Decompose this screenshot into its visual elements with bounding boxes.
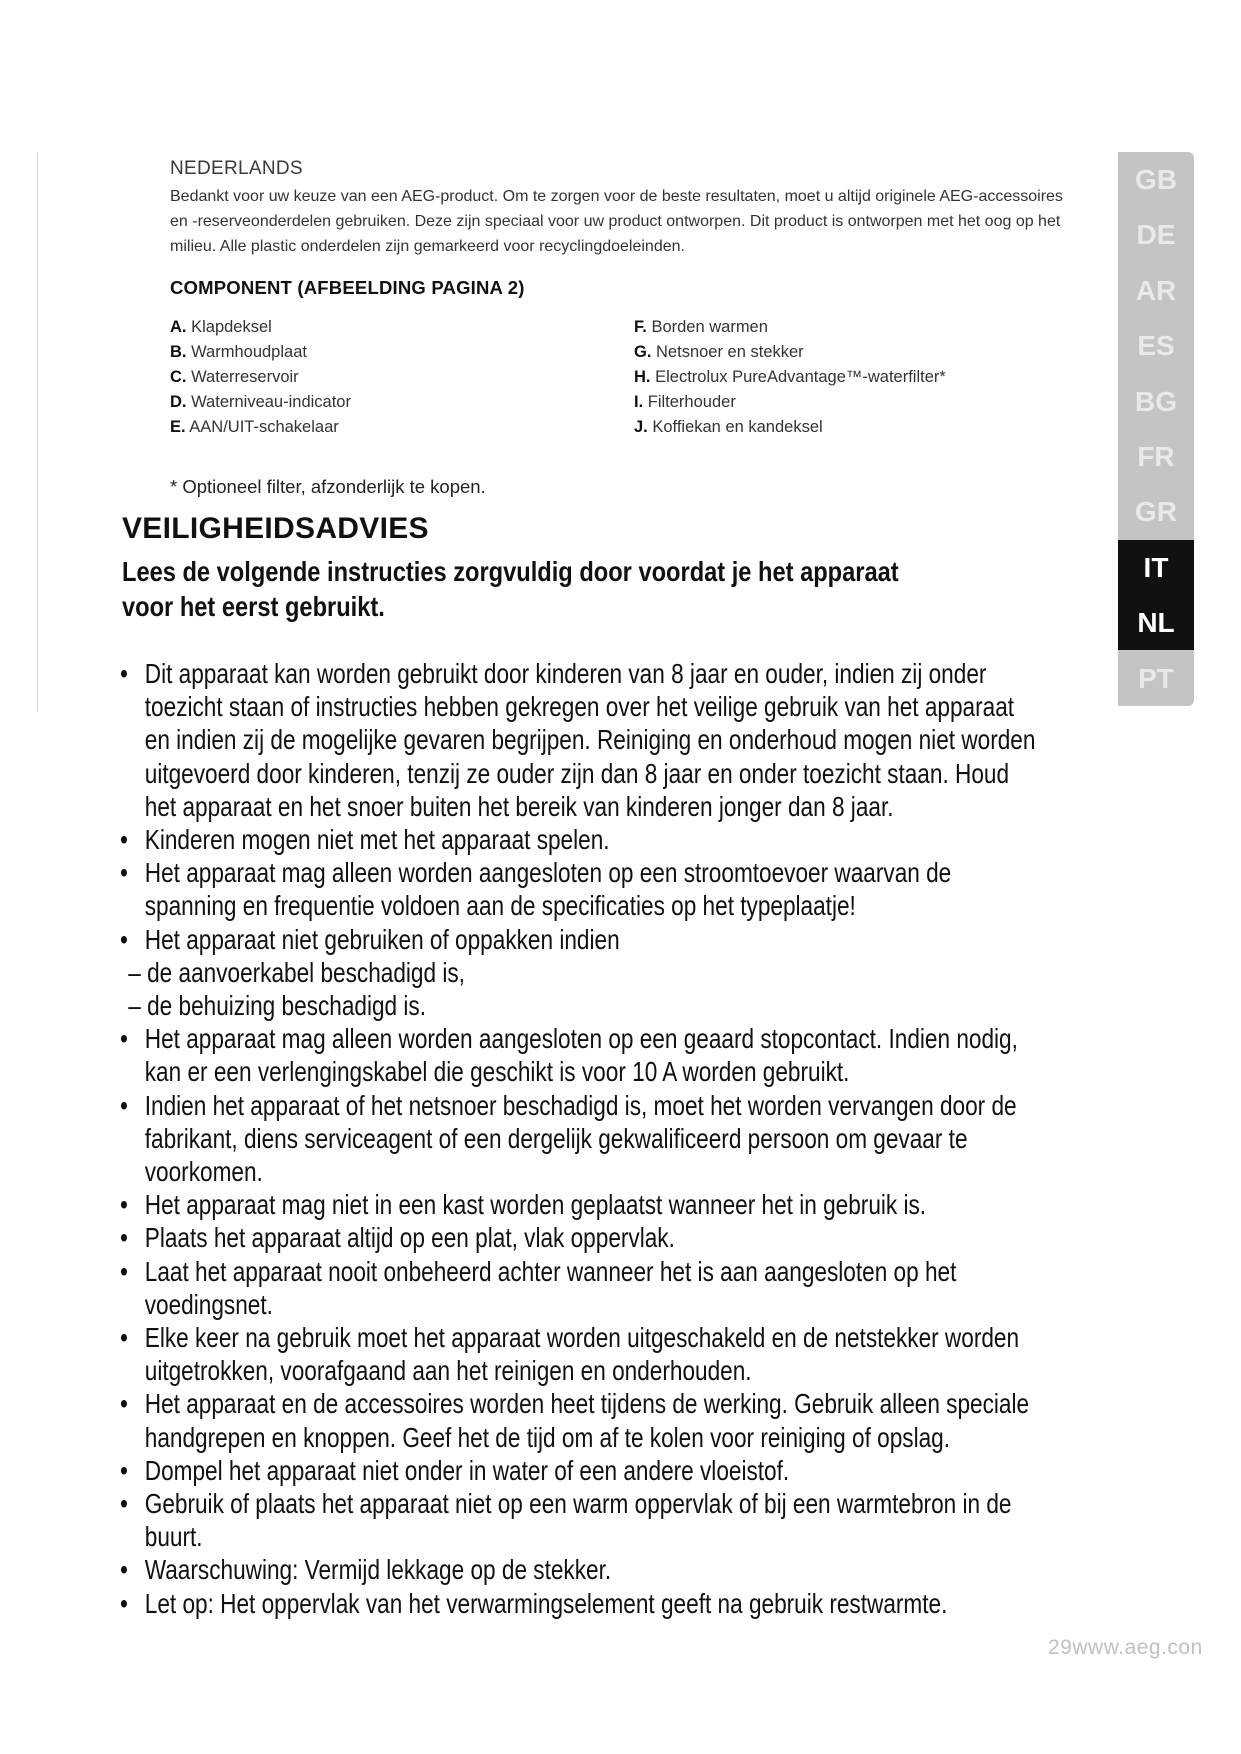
bullet-marker: •: [120, 1454, 128, 1486]
language-tabs: [1118, 152, 1194, 706]
tab-de[interactable]: DE: [1136, 219, 1176, 251]
component-key: A.: [170, 318, 187, 336]
tab-bg[interactable]: BG: [1135, 385, 1177, 417]
bullet-marker: •: [120, 658, 128, 689]
bullet-marker: •: [120, 1488, 128, 1520]
safety-item-text: Waarschuwing: Vermijd lekkage op de stekker.: [144, 1554, 612, 1586]
bullet-marker: •: [120, 857, 128, 889]
component-label: Borden warmen: [651, 318, 768, 336]
bullet-marker: •: [120, 1023, 128, 1055]
component-key: D.: [170, 393, 187, 411]
safety-item-text: – de aanvoerkabel beschadigd is,: [128, 956, 465, 988]
safety-item-text: Het apparaat niet gebruiken of oppakken indien: [144, 923, 620, 955]
bullet-marker: •: [120, 1388, 128, 1420]
safety-item: [120, 1022, 1036, 1088]
tab-it[interactable]: IT: [1118, 540, 1194, 595]
component-key: I.: [634, 393, 644, 411]
safety-item-text: Het apparaat mag alleen worden aangesloten op een geaard stopcontact. Indien nodig, kan er een verlengingskabel die geschikt is voor 10 A worden gebruikt.: [144, 1023, 1018, 1088]
component-item: [170, 315, 351, 340]
intro-paragraph: Bedankt voor uw keuze van een AEG-product. Om te zorgen voor de beste resultaten, moet u altijd originele AEG-accessoires en -reserveonderdelen gebruiken. Deze zijn speciaal voor uw product ontworpen. Dit product is ontworpen met het oog op het milieu. Alle plastic onderdelen zijn gemarkeerd voor recyclingdoeleinden.: [170, 188, 1063, 255]
components-title: COMPONENT (AFBEELDING PAGINA 2): [170, 277, 525, 298]
component-item: [634, 415, 946, 440]
safety-item-text: Dit apparaat kan worden gebruikt door kinderen van 8 jaar en ouder, indien zij onder toezicht staan of instructies hebben gekregen over het veilige gebruik van het apparaat en indien zij de mogelijke gevaren begrijpen. Reiniging en onderhoud mogen niet worden uitgevoerd door kinderen, tenzij ze ouder zijn dan 8 jaar en onder toezicht staan. Houd het apparaat en het snoer buiten het bereik van kinderen jonger dan 8 jaar.: [144, 658, 1036, 822]
safety-item: [120, 1321, 1036, 1387]
safety-item: [120, 1255, 1036, 1321]
safety-item-text: Plaats het apparaat altijd op een plat, vlak oppervlak.: [144, 1222, 675, 1254]
bullet-marker: •: [120, 923, 128, 955]
component-item: [634, 315, 946, 340]
tab-gb[interactable]: GB: [1135, 164, 1177, 195]
tab-ar[interactable]: AR: [1135, 274, 1177, 306]
safety-item-text: Het apparaat en de accessoires worden heet tijdens de werking. Gebruik alleen speciale handgrepen en knoppen. Geef het de tijd om af te kolen voor reiniging of opslag.: [144, 1388, 1030, 1453]
component-label: Koffiekan en kandeksel: [652, 418, 823, 436]
safety-item: [120, 1089, 1036, 1189]
bullet-marker: •: [120, 1222, 128, 1254]
component-label: Electrolux PureAdvantage™-waterfilter*: [655, 368, 946, 386]
component-label: Klapdeksel: [191, 318, 272, 336]
safety-item-text: Let op: Het oppervlak van het verwarmingselement geeft na gebruik restwarmte.: [144, 1587, 948, 1619]
bullet-marker: •: [120, 1189, 128, 1221]
component-label: Warmhoudplaat: [191, 343, 307, 361]
bullet-marker: •: [120, 1322, 128, 1354]
safety-item-text: – de behuizing beschadigd is.: [128, 990, 427, 1022]
safety-item-text: Het apparaat mag niet in een kast worden geplaatst wanneer het in gebruik is.: [144, 1189, 927, 1221]
component-key: F.: [634, 318, 647, 336]
filter-note: * Optioneel filter, afzonderlijk te kopen.: [170, 476, 486, 497]
component-item: [634, 340, 946, 365]
tab-gr[interactable]: GR: [1135, 496, 1177, 528]
safety-item: [120, 1487, 1036, 1553]
safety-item-text: Het apparaat mag alleen worden aangesloten op een stroomtoevoer waarvan de spanning en frequentie voldoen aan de specificaties op het typeplaatje!: [144, 857, 952, 922]
component-key: G.: [634, 343, 652, 361]
language-title: NEDERLANDS: [170, 158, 303, 179]
safety-item: [120, 1221, 1036, 1254]
component-item: [634, 365, 946, 390]
bullet-marker: •: [120, 824, 128, 856]
component-label: Netsnoer en stekker: [656, 343, 804, 361]
component-item: [170, 365, 351, 390]
safety-item: [120, 657, 1036, 823]
safety-item: [120, 823, 1036, 856]
safety-title: VEILIGHEIDSADVIES: [122, 512, 429, 545]
safety-subtitle: Lees de volgende instructies zorgvuldig door voordat je het apparaat voor het eerst gebruikt.: [122, 556, 899, 622]
component-key: C.: [170, 368, 187, 386]
safety-item: [120, 1188, 1036, 1221]
bullet-marker: •: [120, 1089, 128, 1121]
safety-item: [120, 1387, 1036, 1453]
component-item: [634, 390, 946, 415]
component-item: [170, 390, 351, 415]
tab-pt[interactable]: PT: [1138, 662, 1174, 694]
page-footer: 29www.aeg.con: [1048, 1636, 1203, 1659]
component-key: J.: [634, 418, 648, 436]
component-item: [170, 415, 351, 440]
component-key: H.: [634, 368, 651, 386]
safety-item: [120, 1587, 1036, 1620]
tab-es[interactable]: ES: [1137, 330, 1175, 362]
margin-rule: [37, 152, 38, 712]
component-label: Waterreservoir: [191, 368, 299, 386]
safety-subitem: [120, 989, 1036, 1022]
component-label: Waterniveau-indicator: [191, 393, 351, 411]
safety-item: [120, 1553, 1036, 1586]
safety-item-text: Dompel het apparaat niet onder in water of een andere vloeistof.: [144, 1454, 790, 1486]
tab-fr[interactable]: FR: [1137, 441, 1175, 472]
safety-item: [120, 923, 1036, 956]
components-list-right: [634, 315, 946, 440]
tab-nl[interactable]: NL: [1118, 595, 1194, 650]
safety-item-text: Laat het apparaat nooit onbeheerd achter wanneer het is aan aangesloten op het voedingsnet.: [144, 1255, 957, 1320]
bullet-marker: •: [120, 1554, 128, 1586]
component-key: E.: [170, 418, 186, 436]
component-label: AAN/UIT-schakelaar: [189, 418, 339, 436]
bullet-marker: •: [120, 1255, 128, 1287]
safety-item: [120, 1454, 1036, 1487]
component-label: Filterhouder: [647, 393, 736, 411]
safety-item-text: Gebruik of plaats het apparaat niet op een warm oppervlak of bij een warmtebron in de buurt.: [144, 1488, 1012, 1553]
safety-item-text: Indien het apparaat of het netsnoer beschadigd is, moet het worden vervangen door de fabrikant, diens serviceagent of een dergelijk gekwalificeerd persoon om gevaar te voorkomen.: [144, 1089, 1017, 1188]
components-list-left: [170, 315, 351, 440]
bullet-marker: •: [120, 1587, 128, 1619]
safety-subitem: [120, 956, 1036, 989]
component-item: [170, 340, 351, 365]
safety-list: [120, 657, 1036, 1620]
safety-item: [120, 856, 1036, 922]
component-key: B.: [170, 343, 187, 361]
safety-item-text: Kinderen mogen niet met het apparaat spelen.: [144, 824, 610, 856]
safety-item-text: Elke keer na gebruik moet het apparaat worden uitgeschakeld en de netstekker worden uitgetrokken, voorafgaand aan het reinigen en onderhouden.: [144, 1322, 1020, 1387]
